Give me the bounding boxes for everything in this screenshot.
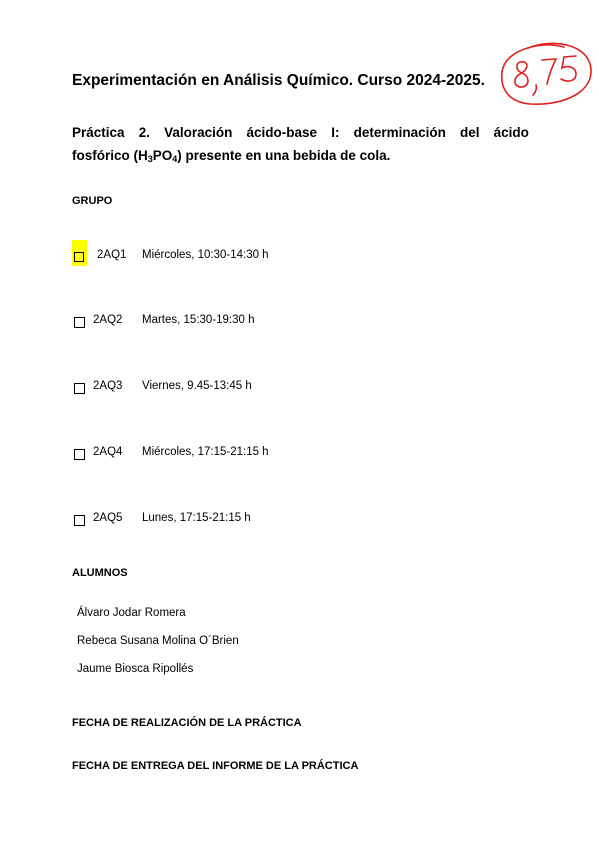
practice-line-1 (72, 121, 529, 144)
group-code: 2AQ2 (93, 314, 123, 326)
practice-word: Valoración (164, 125, 233, 140)
practice-line2-mid: PO (152, 148, 173, 163)
group-schedule: Miércoles, 10:30-14:30 h (142, 249, 269, 261)
group-code: 2AQ5 (93, 512, 123, 524)
group-heading: GRUPO (72, 195, 113, 207)
checkbox-icon[interactable] (74, 449, 85, 460)
practice-description (72, 121, 529, 171)
practice-word: determinación (353, 125, 446, 140)
group-code: 2AQ1 (97, 249, 127, 261)
practice-line2-suffix: ) presente en una bebida de cola. (177, 148, 391, 163)
subscript-3: 3 (147, 154, 153, 164)
group-schedule: Martes, 15:30-19:30 h (142, 314, 255, 326)
delivery-date-heading: FECHA DE ENTREGA DEL INFORME DE LA PRÁCTICA (72, 760, 359, 772)
practice-word: 2. (138, 125, 150, 140)
practice-line-2 (72, 144, 529, 171)
group-schedule: Lunes, 17:15-21:15 h (142, 512, 251, 524)
practice-word: ácido-base (246, 125, 318, 140)
checkbox-icon[interactable] (74, 383, 85, 394)
practice-word: Práctica (72, 125, 125, 140)
student-name: Jaume Biosca Ripollés (77, 663, 194, 675)
practice-word: del (460, 125, 480, 140)
checkbox-icon[interactable] (74, 252, 84, 262)
document-title: Experimentación en Análisis Químico. Curso 2024-2025. (72, 72, 485, 89)
group-schedule: Viernes, 9.45-13:45 h (142, 380, 252, 392)
group-schedule: Miércoles, 17:15-21:15 h (142, 446, 269, 458)
student-name: Rebeca Susana Molina O´Brien (77, 635, 239, 647)
group-code: 2AQ4 (93, 446, 123, 458)
checkbox-icon[interactable] (74, 317, 85, 328)
handwritten-grade-mark (498, 40, 594, 110)
realization-date-heading: FECHA DE REALIZACIÓN DE LA PRÁCTICA (72, 717, 302, 729)
practice-line2-prefix: fosfórico (H (72, 148, 148, 163)
practice-word: I: (331, 125, 340, 140)
practice-word: ácido (493, 125, 529, 140)
checkbox-icon[interactable] (74, 515, 85, 526)
student-name: Álvaro Jodar Romera (77, 607, 186, 619)
subscript-4: 4 (172, 154, 178, 164)
group-code: 2AQ3 (93, 380, 123, 392)
students-heading: ALUMNOS (72, 567, 128, 579)
